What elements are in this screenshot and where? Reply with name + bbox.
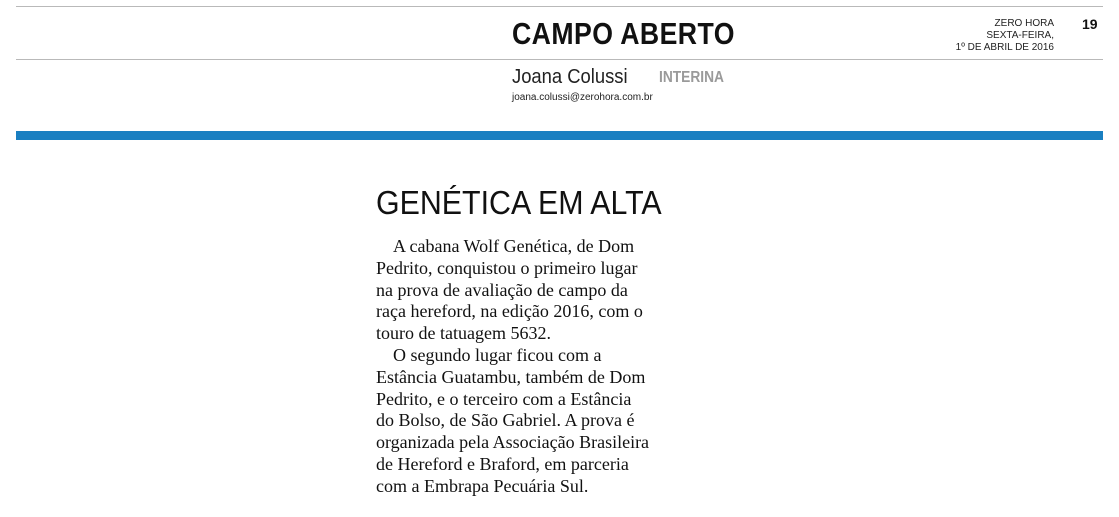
- edition-info: [940, 18, 1054, 54]
- article-line: touro de tatuagem 5632.: [376, 323, 551, 344]
- edition-weekday: SEXTA-FEIRA,: [986, 30, 1054, 41]
- top-rule: [16, 6, 1103, 7]
- accent-bar: [16, 131, 1103, 140]
- author-email[interactable]: joana.colussi@zerohora.com.br: [512, 92, 653, 103]
- author-role: INTERINA: [659, 69, 724, 86]
- article-line: raça hereford, na edição 2016, com o: [376, 301, 643, 322]
- article-line: na prova de avaliação de campo da: [376, 279, 628, 300]
- article-line: com a Embrapa Pecuária Sul.: [376, 475, 589, 496]
- article-line: do Bolso, de São Gabriel. A prova é: [376, 410, 635, 431]
- article-headline: GENÉTICA EM ALTA: [376, 184, 662, 221]
- article-line: Pedrito, conquistou o primeiro lugar: [376, 257, 638, 278]
- section-title: CAMPO ABERTO: [512, 16, 735, 51]
- header-rule: [16, 59, 1103, 60]
- article-line: O segundo lugar ficou com a: [393, 344, 602, 365]
- author-name: Joana Colussi: [512, 66, 628, 88]
- article-line: Pedrito, e o terceiro com a Estância: [376, 388, 632, 409]
- article-line: A cabana Wolf Genética, de Dom: [393, 236, 635, 256]
- article-body: [376, 236, 686, 498]
- article-line: Estância Guatambu, também de Dom: [376, 366, 646, 387]
- article-line: organizada pela Associação Brasileira: [376, 432, 650, 453]
- newspaper-name: ZERO HORA: [994, 18, 1054, 29]
- edition-date: 1º DE ABRIL DE 2016: [955, 42, 1054, 53]
- page-number: 19: [1082, 16, 1098, 32]
- article-line: de Hereford e Braford, em parceria: [376, 453, 629, 474]
